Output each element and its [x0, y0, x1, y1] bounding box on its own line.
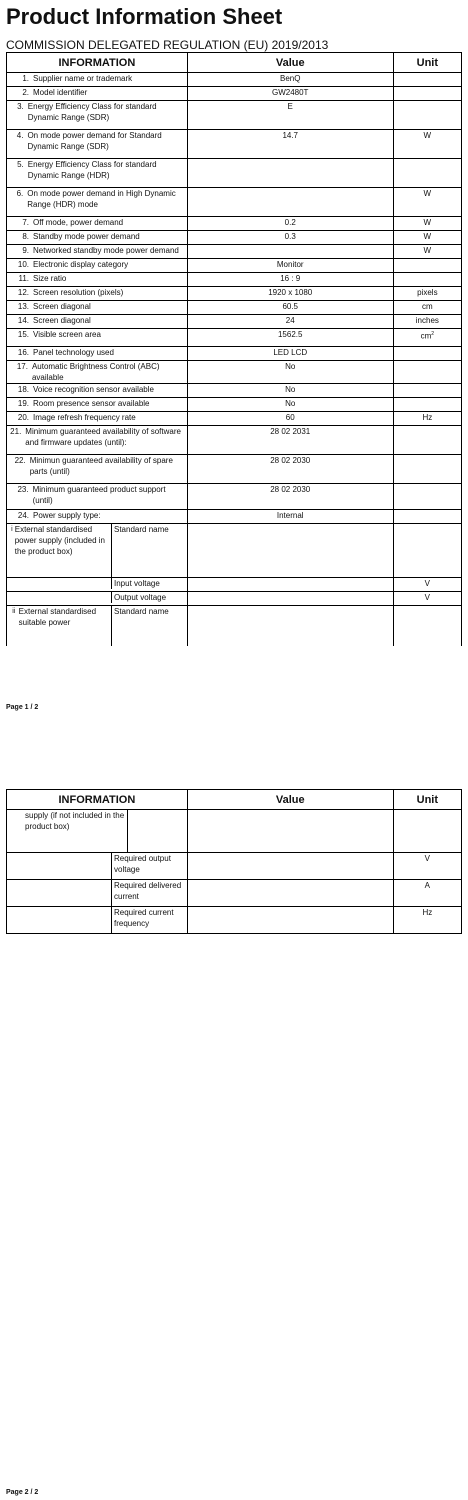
- info-wrap: [9, 188, 185, 210]
- row-number: 15.: [17, 330, 29, 339]
- table-row: [7, 361, 462, 384]
- info-cell: [7, 101, 188, 130]
- info-wrap: [9, 231, 185, 242]
- row-number: 3.: [17, 102, 24, 111]
- req-delivered-current-value: [187, 880, 393, 907]
- table-row: [7, 130, 462, 159]
- info-wrap: [9, 412, 185, 423]
- info-cell: [7, 159, 188, 188]
- info-cell: [7, 273, 188, 287]
- row-unit: [393, 259, 461, 273]
- info-cell: [7, 73, 188, 87]
- output-voltage-unit: V: [393, 592, 461, 606]
- row-unit: pixels: [393, 287, 461, 301]
- row-label: Automatic Brightness Control (ABC) available: [31, 362, 160, 382]
- input-voltage-value: [187, 578, 393, 592]
- output-voltage-value: [187, 592, 393, 606]
- power-supply-ii-row: [7, 606, 462, 647]
- row-value: Internal: [187, 510, 393, 524]
- page-number-1: Page 1 / 2: [6, 704, 39, 711]
- info-wrap: [9, 87, 185, 98]
- req-output-voltage-label: Required output voltage: [114, 854, 171, 874]
- power-supply-i-label: External standardised power supply (included in the product box): [14, 525, 106, 556]
- info-wrap: [9, 347, 185, 358]
- row-number: 6.: [16, 189, 24, 198]
- row-unit: [393, 426, 461, 455]
- row-value: E: [187, 101, 393, 130]
- header-unit: Unit: [393, 53, 461, 73]
- row-label: Size ratio: [33, 274, 67, 283]
- row-label: Networked standby mode power demand: [33, 246, 179, 255]
- row-unit: W: [393, 188, 461, 217]
- info-wrap: [9, 329, 185, 340]
- row-unit: W: [393, 231, 461, 245]
- info-cell: [7, 87, 188, 101]
- row-unit: [393, 101, 461, 130]
- info-cell: [7, 484, 188, 510]
- row-unit: [393, 87, 461, 101]
- req-current-frequency-label: Required current frequency: [114, 908, 174, 928]
- row-label: Supplier name or trademark: [33, 74, 133, 83]
- page-title: Product Information Sheet: [6, 4, 283, 29]
- info-cell: [7, 412, 188, 426]
- req-delivered-current-row: [7, 880, 462, 907]
- row-unit: [393, 159, 461, 188]
- row-value: 28 02 2030: [187, 455, 393, 484]
- power-supply-ii-label: External standardised suitable power: [18, 607, 97, 627]
- row-label: Minimum guaranteed product support (until): [32, 485, 166, 505]
- row-value: 28 02 2031: [187, 426, 393, 455]
- row-unit: cm: [393, 301, 461, 315]
- info-wrap: [9, 287, 185, 298]
- row-value: BenQ: [187, 73, 393, 87]
- input-voltage-label: Input voltage: [114, 579, 160, 588]
- row-unit: [393, 329, 461, 347]
- row-unit: [393, 455, 461, 484]
- power-supply-i-output-row: [7, 592, 462, 606]
- info-cell: [7, 245, 188, 259]
- input-voltage-unit: V: [393, 578, 461, 592]
- row-number: 22.: [14, 456, 26, 465]
- row-value: 28 02 2030: [187, 484, 393, 510]
- row-label: Model identifier: [33, 88, 88, 97]
- table-row: [7, 412, 462, 426]
- table-row: [7, 426, 462, 455]
- row-unit: W: [393, 130, 461, 159]
- row-label: Power supply type:: [33, 511, 101, 520]
- req-output-voltage-value: [187, 853, 393, 880]
- row-number: 14.: [17, 316, 29, 325]
- row-number: 7.: [22, 218, 29, 227]
- info-wrap: [9, 315, 185, 326]
- info-wrap: [9, 384, 185, 395]
- row-label: Room presence sensor available: [33, 399, 150, 408]
- row-number: 24.: [17, 511, 29, 520]
- power-supply-i-input-row: [7, 578, 462, 592]
- row-label: On mode power demand for Standard Dynamic Range (SDR): [27, 131, 162, 151]
- row-label: Minimum guaranteed availability of software and firmware updates (until):: [25, 427, 181, 447]
- info-wrap: [9, 301, 185, 312]
- req-current-frequency-unit: Hz: [393, 907, 461, 934]
- power-supply-i-row: [7, 524, 462, 578]
- info-wrap: [9, 73, 185, 84]
- row-number: 2.: [22, 88, 29, 97]
- row-number: 9.: [22, 246, 29, 255]
- row-value: 60.5: [187, 301, 393, 315]
- info-wrap: [9, 484, 185, 506]
- power-supply-ii-label-continued: supply (if not included in the product box): [9, 810, 128, 852]
- power-supply-i-standard-unit: [393, 524, 461, 578]
- table-row: [7, 347, 462, 361]
- info-wrap: [9, 101, 185, 123]
- header-information: INFORMATION: [7, 53, 188, 73]
- row-label: On mode power demand in High Dynamic Range (HDR) mode: [27, 189, 176, 209]
- row-label: Image refresh frequency rate: [33, 413, 136, 422]
- req-output-voltage-row: [7, 853, 462, 880]
- info-wrap: [9, 455, 185, 477]
- row-number: 10.: [17, 260, 29, 269]
- info-wrap: [9, 273, 185, 284]
- header-value: Value: [187, 53, 393, 73]
- row-unit: [393, 510, 461, 524]
- power-supply-i-label-wrap: [9, 524, 112, 577]
- row-unit: [393, 273, 461, 287]
- row-unit: W: [393, 245, 461, 259]
- row-value: GW2480T: [187, 87, 393, 101]
- row-number: 21.: [10, 427, 22, 436]
- row-number: 12.: [17, 288, 29, 297]
- row-label: Energy Efficiency Class for standard Dynamic Range (HDR): [27, 160, 157, 180]
- page-number-2: Page 2 / 2: [6, 1489, 39, 1496]
- info-wrap: [9, 426, 185, 448]
- info-wrap: [9, 159, 185, 181]
- row-label: Energy Efficiency Class for standard Dynamic Range (SDR): [27, 102, 157, 122]
- table-row: [7, 73, 462, 87]
- row-value: 0.2: [187, 217, 393, 231]
- row-unit: [393, 347, 461, 361]
- info-cell: [7, 130, 188, 159]
- info-cell: [7, 231, 188, 245]
- info-cell: [7, 347, 188, 361]
- row-number: 16.: [17, 348, 29, 357]
- row-value: 60: [187, 412, 393, 426]
- info-cell: [7, 426, 188, 455]
- info-wrap: [9, 130, 185, 152]
- row-label: Electronic display category: [33, 260, 129, 269]
- row-number: 18.: [17, 385, 29, 394]
- row-value: No: [187, 361, 393, 384]
- table-row: [7, 301, 462, 315]
- row-value: LED LCD: [187, 347, 393, 361]
- req-delivered-current-unit: A: [393, 880, 461, 907]
- req-current-frequency-row: [7, 907, 462, 934]
- row-value: 16 : 9: [187, 273, 393, 287]
- info-wrap: [9, 259, 185, 270]
- row-label: Minimun guaranteed availability of spare parts (until): [29, 456, 173, 476]
- table-row: [7, 273, 462, 287]
- row-label: Voice recognition sensor available: [33, 385, 154, 394]
- row-label: Screen resolution (pixels): [33, 288, 124, 297]
- row-value: [187, 188, 393, 217]
- table-header-row: [7, 53, 462, 73]
- row-value: [187, 245, 393, 259]
- row-number: 4.: [16, 131, 24, 140]
- row-value: 24: [187, 315, 393, 329]
- row-value: No: [187, 398, 393, 412]
- power-supply-ii-standard-name: Standard name: [114, 607, 169, 616]
- table-row: [7, 87, 462, 101]
- row-number: 8.: [22, 232, 29, 241]
- table-row: [7, 287, 462, 301]
- power-supply-i-standard-value: [187, 524, 393, 578]
- row-number: 11.: [18, 274, 29, 283]
- row-number: 17.: [16, 362, 28, 371]
- info-cell: [7, 510, 188, 524]
- table-row: [7, 217, 462, 231]
- power-supply-ii-numeral: ii: [12, 608, 16, 615]
- row-unit: [393, 361, 461, 384]
- row-number: 13.: [17, 302, 29, 311]
- row-number: 20.: [17, 413, 29, 422]
- table-row: [7, 259, 462, 273]
- output-voltage-label: Output voltage: [114, 593, 167, 602]
- table-header-row-page-2: [7, 790, 462, 810]
- info-wrap: [9, 217, 185, 228]
- header-value-p2: Value: [187, 790, 393, 810]
- row-value: 14.7: [187, 130, 393, 159]
- info-cell: [7, 188, 188, 217]
- row-value: No: [187, 384, 393, 398]
- table-row: [7, 101, 462, 130]
- table-row: [7, 188, 462, 217]
- table-row: [7, 315, 462, 329]
- table-row: [7, 398, 462, 412]
- row-value: [187, 159, 393, 188]
- power-supply-ii-continued-row: [7, 810, 462, 853]
- row-label: Off mode, power demand: [33, 218, 124, 227]
- header-information-p2: INFORMATION: [7, 790, 188, 810]
- regulation-subtitle: COMMISSION DELEGATED REGULATION (EU) 2019/2013: [6, 38, 329, 52]
- table-row: [7, 384, 462, 398]
- info-cell: [7, 287, 188, 301]
- row-label: Screen diagonal: [33, 316, 91, 325]
- req-current-frequency-value: [187, 907, 393, 934]
- info-table-page-1: [6, 52, 462, 646]
- req-output-voltage-unit: V: [393, 853, 461, 880]
- row-number: 23.: [17, 485, 29, 494]
- info-cell: [7, 301, 188, 315]
- info-cell: [7, 398, 188, 412]
- table-row: [7, 159, 462, 188]
- power-supply-i-standard-name: Standard name: [114, 525, 169, 534]
- info-cell: [7, 361, 188, 384]
- info-wrap: [9, 245, 185, 256]
- table-row: [7, 231, 462, 245]
- power-supply-i-numeral: i: [11, 526, 13, 533]
- row-number: 1.: [22, 74, 29, 83]
- row-unit: [393, 73, 461, 87]
- info-cell: [7, 455, 188, 484]
- header-unit-p2: Unit: [393, 790, 461, 810]
- info-cell: [7, 384, 188, 398]
- info-wrap: [9, 361, 185, 383]
- row-number: 19.: [17, 399, 29, 408]
- info-wrap: [9, 398, 185, 409]
- power-supply-i-cell: [7, 524, 188, 578]
- info-cell: [7, 217, 188, 231]
- info-table-page-2: [6, 789, 462, 934]
- row-label: Screen diagonal: [33, 302, 91, 311]
- info-cell: [7, 315, 188, 329]
- row-value: 0.3: [187, 231, 393, 245]
- info-cell: [7, 259, 188, 273]
- row-number: 5.: [17, 160, 24, 169]
- table-row: [7, 329, 462, 347]
- req-delivered-current-label: Required delivered current: [114, 881, 182, 901]
- row-unit: Hz: [393, 412, 461, 426]
- table-row: [7, 484, 462, 510]
- row-unit: [393, 484, 461, 510]
- table-row: [7, 455, 462, 484]
- row-value: Monitor: [187, 259, 393, 273]
- row-unit: W: [393, 217, 461, 231]
- row-label: Visible screen area: [33, 330, 101, 339]
- row-label: Standby mode power demand: [33, 232, 140, 241]
- table-row: [7, 510, 462, 524]
- info-cell: [7, 329, 188, 347]
- row-unit-superscript: 2: [431, 331, 435, 337]
- table-row: [7, 245, 462, 259]
- row-unit-text: cm: [420, 331, 432, 341]
- row-value: 1920 x 1080: [187, 287, 393, 301]
- row-value: 1562.5: [187, 329, 393, 347]
- row-label: Panel technology used: [33, 348, 114, 357]
- row-unit: [393, 398, 461, 412]
- info-wrap: [9, 510, 185, 521]
- row-unit: inches: [393, 315, 461, 329]
- row-unit: [393, 384, 461, 398]
